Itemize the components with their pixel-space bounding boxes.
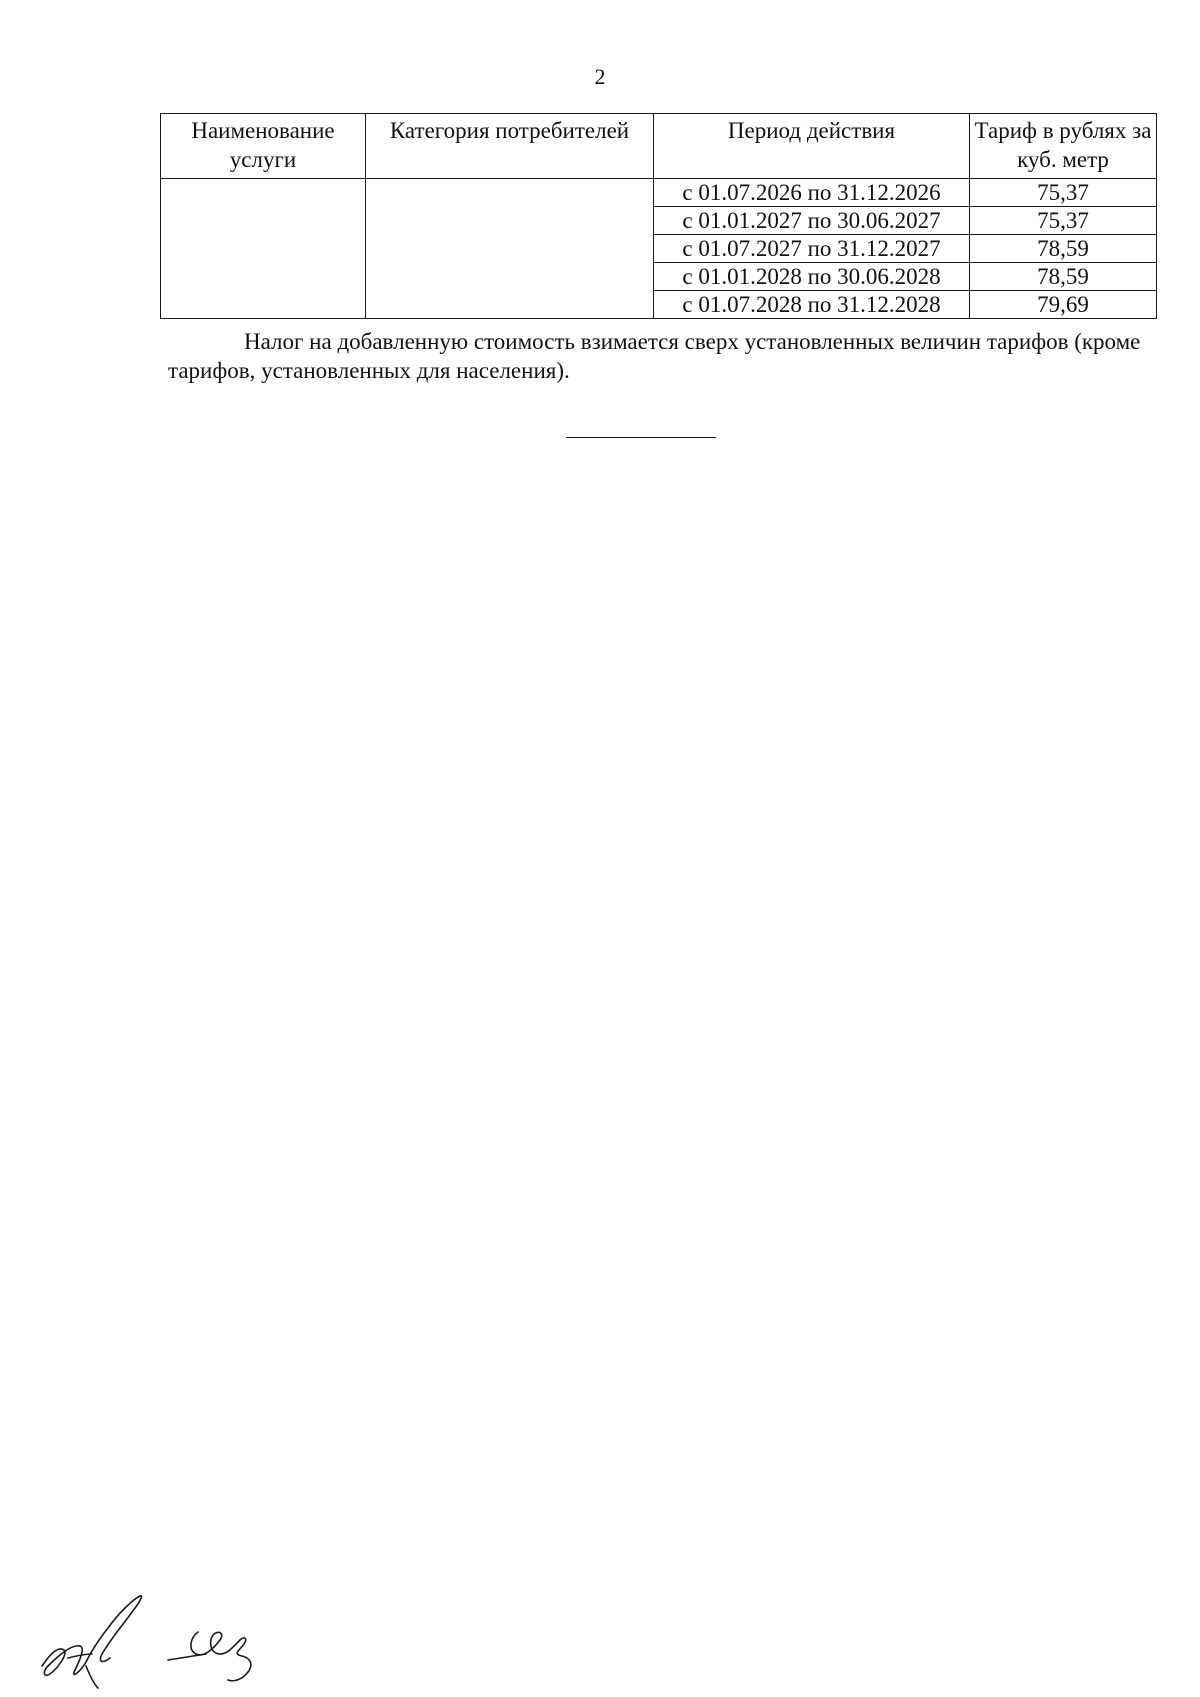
table-header-row bbox=[161, 114, 1157, 179]
header-period: Период действия bbox=[654, 114, 970, 179]
table-row bbox=[161, 179, 1157, 207]
period-cell: с 01.07.2028 по 31.12.2028 bbox=[654, 291, 970, 319]
header-category: Категория потребителей bbox=[366, 114, 654, 179]
page-number: 2 bbox=[594, 64, 606, 89]
service-cell bbox=[161, 179, 366, 319]
period-cell: с 01.01.2027 по 30.06.2027 bbox=[654, 207, 970, 235]
tariff-cell: 78,59 bbox=[970, 263, 1157, 291]
header-tariff: Тариф в рублях за куб. метр bbox=[970, 114, 1157, 179]
closing-rule bbox=[566, 437, 716, 438]
tariff-cell: 75,37 bbox=[970, 179, 1157, 207]
period-cell: с 01.07.2026 по 31.12.2026 bbox=[654, 179, 970, 207]
vat-note: Налог на добавленную стоимость взимается сверх установленных величин тарифов (кроме тарифов, установленных для населения). bbox=[168, 329, 1141, 383]
tariff-cell: 78,59 bbox=[970, 235, 1157, 263]
tariff-cell: 75,37 bbox=[970, 207, 1157, 235]
period-cell: с 01.01.2028 по 30.06.2028 bbox=[654, 263, 970, 291]
tariff-table bbox=[160, 113, 1157, 319]
handwritten-initials bbox=[28, 1588, 278, 1692]
header-service: Наименование услуги bbox=[161, 114, 366, 179]
tariff-cell: 79,69 bbox=[970, 291, 1157, 319]
period-cell: с 01.07.2027 по 31.12.2027 bbox=[654, 235, 970, 263]
category-cell bbox=[366, 179, 654, 319]
